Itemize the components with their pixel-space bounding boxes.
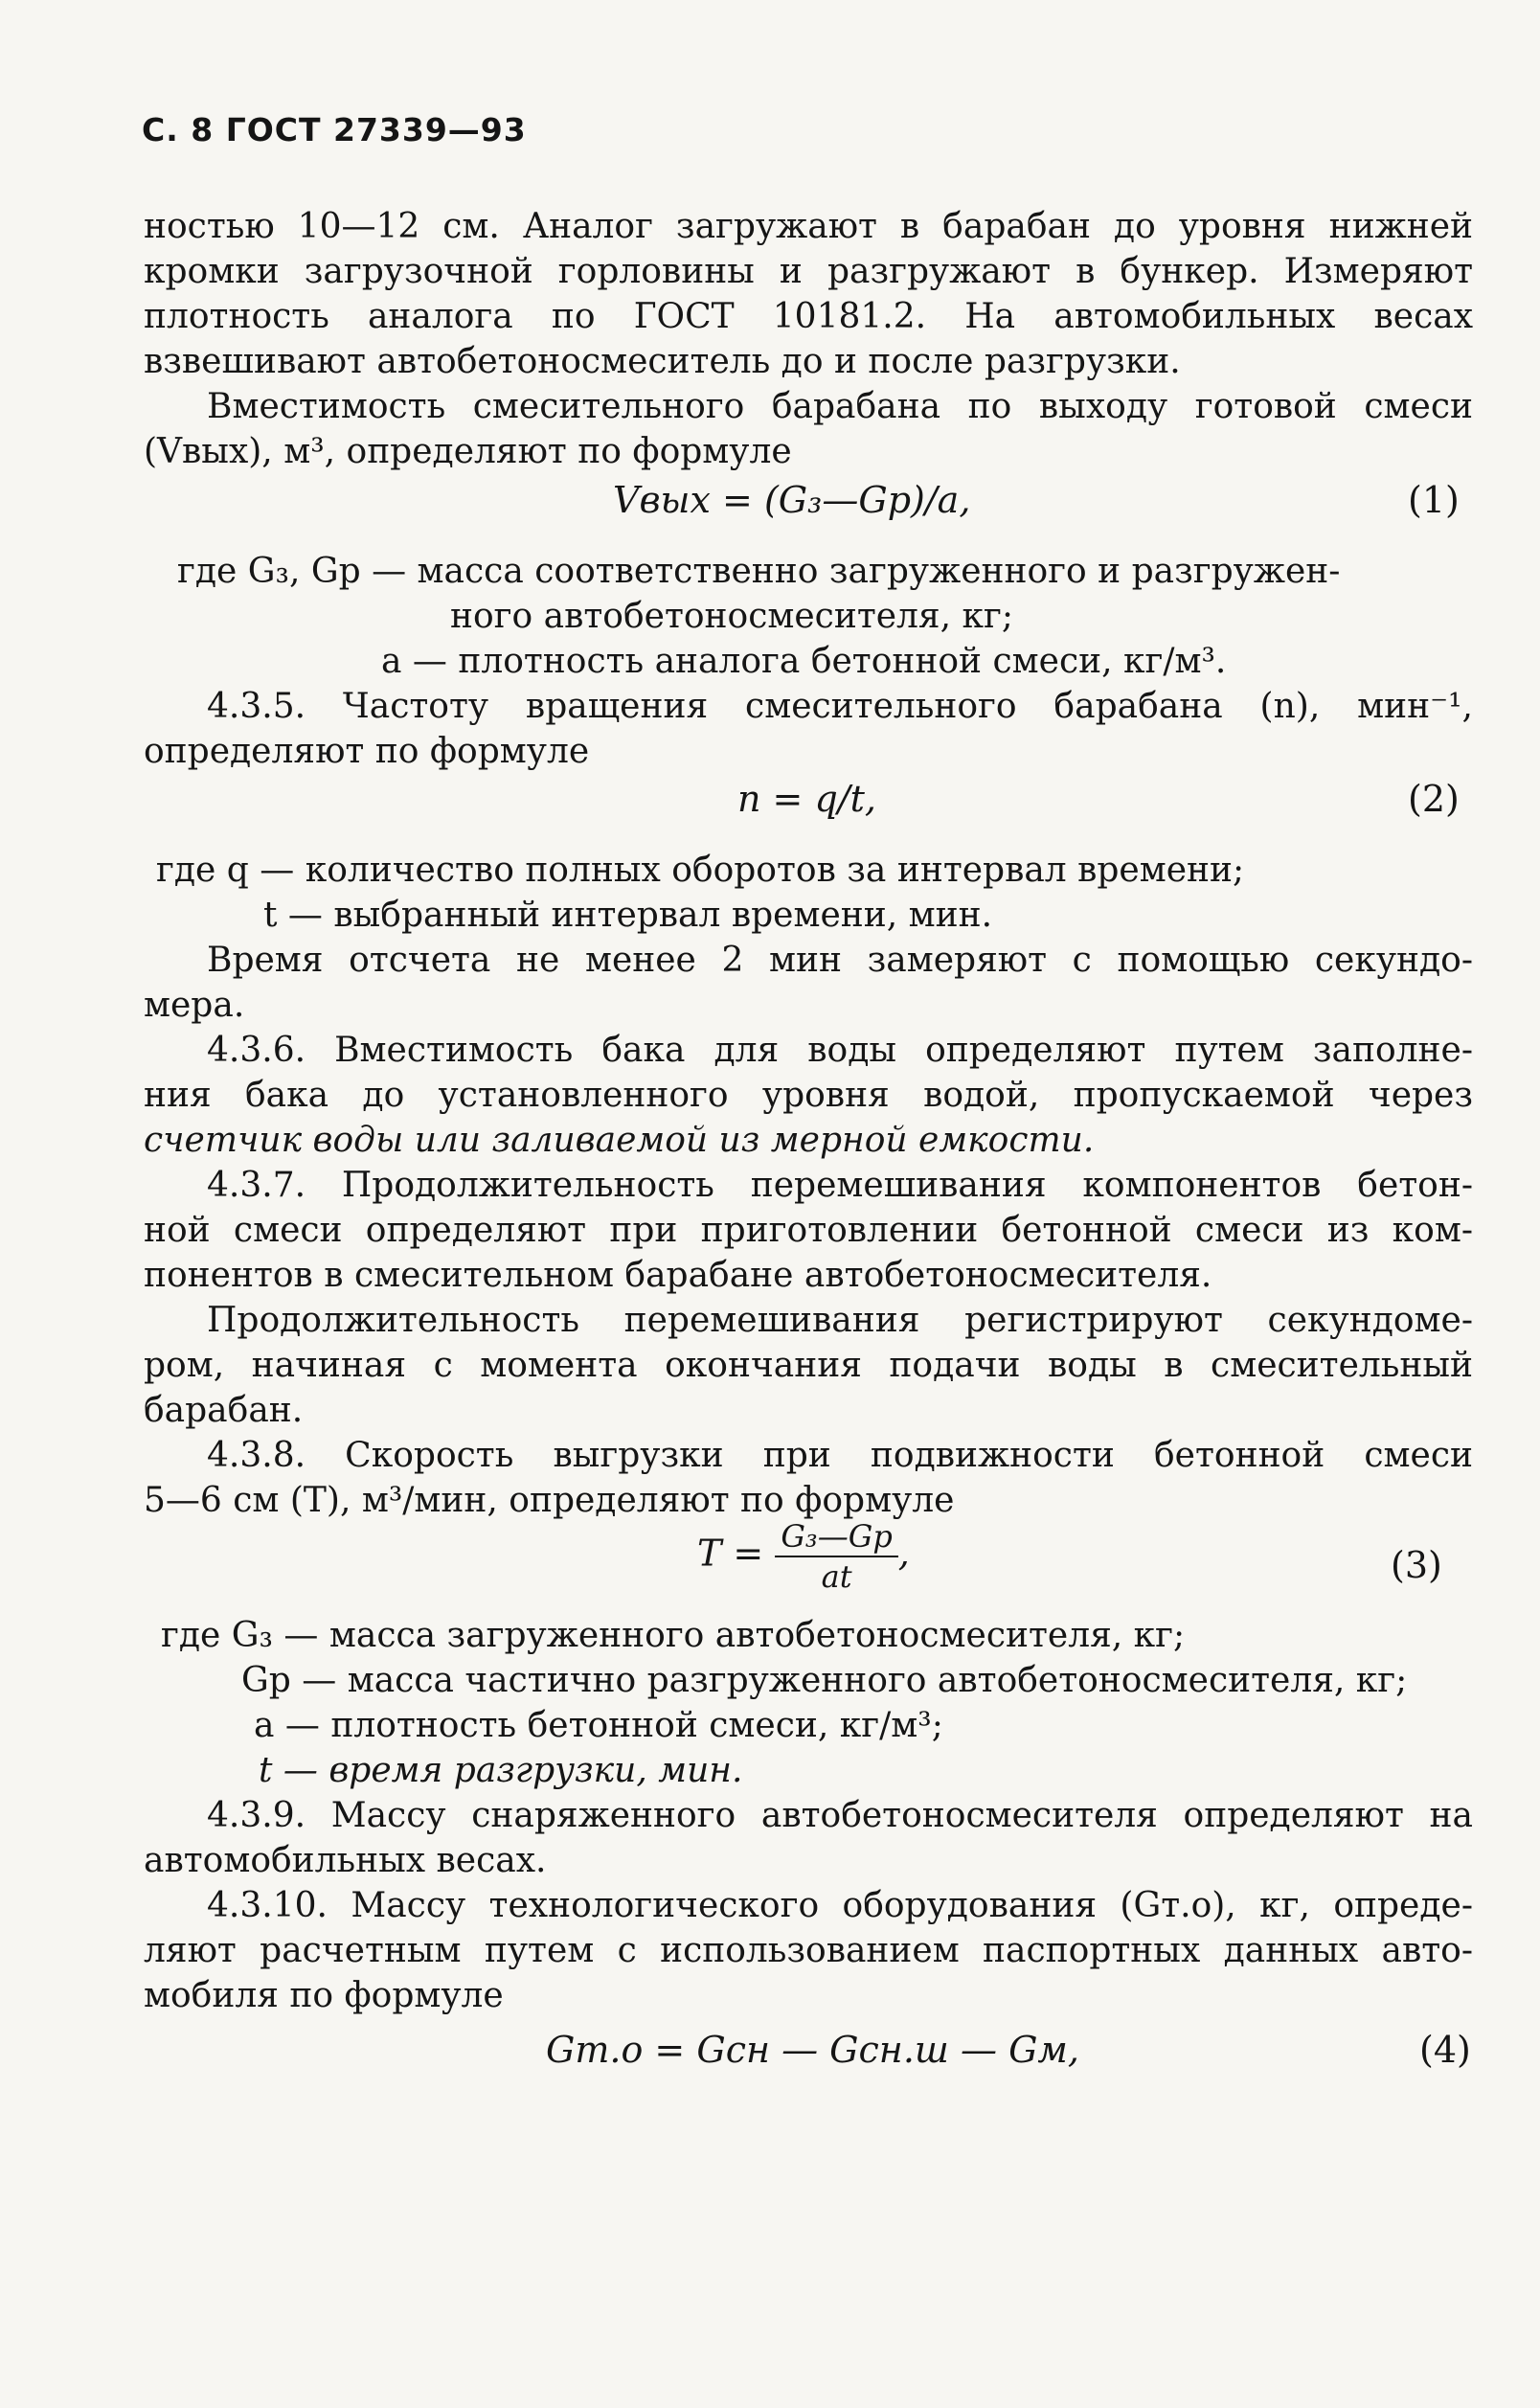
text-line: ляют расчетным путем с использованием паспортных данных авто- <box>144 1931 1473 1970</box>
text-line: Время отсчета не менее 2 мин замеряют с помощью секундо- <box>207 941 1473 980</box>
text-line: автомобильных весах. <box>144 1841 547 1880</box>
formula-3-numerator: G₃—Gр <box>775 1517 897 1557</box>
formula-3-tail: , <box>897 1532 910 1575</box>
text-line: барабан. <box>144 1391 304 1430</box>
section-4-3-6: 4.3.6. Вместимость бака для воды определяют путем заполне- <box>207 1031 1473 1070</box>
formula-number-4: (4) <box>1419 2029 1471 2071</box>
section-4-3-8: 4.3.8. Скорость выгрузки при подвижности бетонной смеси <box>207 1436 1473 1475</box>
formula-legend-line: a — плотность бетонной смеси, кг/м³; <box>254 1706 943 1745</box>
text-line: ностью 10—12 см. Аналог загружают в барабан до уровня нижней <box>144 207 1473 246</box>
text-line: Вместимость смесительного барабана по выходу готовой смеси <box>207 387 1473 426</box>
formula-number-3: (3) <box>1391 1544 1442 1586</box>
formula-legend-line: ного автобетоносмесителя, кг; <box>450 597 1014 636</box>
text-line: кромки загрузочной горловины и разгружают в бункер. Измеряют <box>144 252 1473 291</box>
formula-2: n = q/t, <box>737 778 876 820</box>
formula-legend-line: где q — количество полных оборотов за интервал времени; <box>156 851 1245 890</box>
text-line: ния бака до установленного уровня водой, пропускаемой через <box>144 1076 1473 1115</box>
formula-number-1: (1) <box>1408 479 1460 521</box>
text-line: ром, начиная с момента окончания подачи воды в смесительный <box>144 1346 1473 1385</box>
text-line: (Vвых), м³, определяют по формуле <box>144 432 792 471</box>
formula-3-denominator: at <box>821 1558 852 1595</box>
formula-3-lhs: T = <box>697 1532 764 1575</box>
text-line: определяют по формуле <box>144 732 590 771</box>
formula-1: Vвых = (G₃—Gр)/a, <box>613 479 971 521</box>
formula-legend-line: t — выбранный интервал времени, мин. <box>263 896 993 935</box>
text-line: 5—6 см (T), м³/мин, определяют по формуле <box>144 1481 955 1520</box>
section-4-3-9: 4.3.9. Массу снаряженного автобетоносмесителя определяют на <box>207 1796 1473 1835</box>
text-line: мобиля по формуле <box>144 1976 504 2015</box>
text-line: взвешивают автобетоносмеситель до и после разгрузки. <box>144 342 1181 381</box>
text-line: плотность аналога по ГОСТ 10181.2. На автомобильных весах <box>144 297 1473 336</box>
formula-legend-line: a — плотность аналога бетонной смеси, кг/м³. <box>381 642 1227 681</box>
text-line: Продолжительность перемешивания регистрируют секундоме- <box>207 1301 1473 1340</box>
text-line: мера. <box>144 986 245 1025</box>
formula-3 <box>697 1517 910 1596</box>
page-header: С. 8 ГОСТ 27339—93 <box>142 111 527 148</box>
formula-4: Gт.о = Gсн — Gсн.ш — Gм, <box>546 2029 1080 2071</box>
text-line: понентов в смесительном барабане автобетоносмесителя. <box>144 1256 1212 1295</box>
formula-legend-line: где G₃ — масса загруженного автобетоносмесителя, кг; <box>161 1616 1186 1655</box>
formula-legend-line: t — время разгрузки, мин. <box>259 1751 743 1790</box>
formula-legend-line: Gр — масса частично разгруженного автобетоносмесителя, кг; <box>241 1661 1408 1700</box>
section-4-3-10: 4.3.10. Массу технологического оборудования (Gт.о), кг, опреде- <box>207 1886 1473 1925</box>
section-4-3-7: 4.3.7. Продолжительность перемешивания компонентов бетон- <box>207 1166 1473 1205</box>
section-4-3-5: 4.3.5. Частоту вращения смесительного барабана (n), мин⁻¹, <box>207 687 1473 726</box>
text-line: ной смеси определяют при приготовлении бетонной смеси из ком- <box>144 1211 1473 1250</box>
formula-3-fraction <box>775 1517 897 1596</box>
formula-number-2: (2) <box>1408 778 1460 820</box>
formula-legend-line: где G₃, Gр — масса соответственно загруженного и разгружен- <box>177 552 1341 591</box>
text-line: счетчик воды или заливаемой из мерной емкости. <box>144 1121 1095 1160</box>
